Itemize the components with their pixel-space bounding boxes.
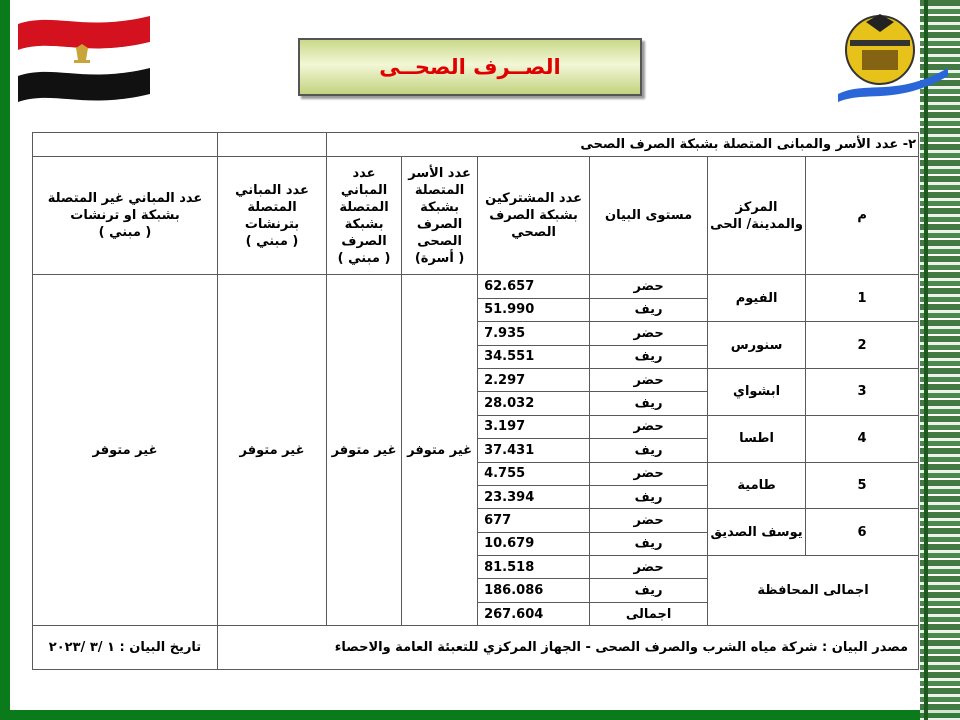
subscribers-urban: 2.297 xyxy=(478,368,590,391)
header-not-connected-unit: ( مبني ) xyxy=(98,225,152,241)
row-number: 2 xyxy=(806,322,919,369)
header-families-unit: ( أسرة) xyxy=(414,250,465,266)
families-not-available: غير متوفر xyxy=(402,275,478,626)
header-buildings-label: عدد المباني المتصلة بشبكة الصرف xyxy=(339,165,389,249)
page-title: الصــرف الصحــى xyxy=(379,55,561,79)
total-subscribers-rural: 186.086 xyxy=(478,579,590,602)
header-level: مستوى البيان xyxy=(590,157,708,275)
subscribers-rural: 37.431 xyxy=(478,439,590,462)
row-number: 6 xyxy=(806,509,919,556)
row-center-name: يوسف الصديق xyxy=(708,509,806,556)
subscribers-urban: 3.197 xyxy=(478,415,590,438)
total-subscribers-all: 267.604 xyxy=(478,602,590,625)
row-center-name: اطسا xyxy=(708,415,806,462)
header-trenches-unit: ( مبني ) xyxy=(245,233,299,249)
subscribers-rural: 51.990 xyxy=(478,298,590,321)
bottom-border xyxy=(0,710,960,720)
level-urban: حضر xyxy=(590,275,708,298)
row-number: 3 xyxy=(806,368,919,415)
level-urban: حضر xyxy=(590,462,708,485)
row-number: 1 xyxy=(806,275,919,322)
total-label: اجمالى المحافظة xyxy=(708,556,919,626)
header-families xyxy=(402,157,478,275)
governorate-logo xyxy=(836,6,948,106)
header-subscribers: عدد المشتركين بشبكة الصرف الصحي xyxy=(478,157,590,275)
level-rural: ريف xyxy=(590,439,708,462)
egypt-flag-icon xyxy=(14,10,154,102)
header-not-connected-label: عدد المباني غير المتصلة بشبكة او ترنشات xyxy=(47,191,203,224)
header-trenches-label: عدد المباني المتصلة بترنشات xyxy=(235,182,309,232)
total-level-all: اجمالى xyxy=(590,602,708,625)
section-title: ٢- عدد الأسر والمبانى المتصلة بشبكة الصرف الصحى xyxy=(327,133,919,157)
level-rural: ريف xyxy=(590,298,708,321)
subscribers-rural: 23.394 xyxy=(478,485,590,508)
row-number: 5 xyxy=(806,462,919,509)
row-center-name: سنورس xyxy=(708,322,806,369)
sewage-data-table xyxy=(32,132,919,670)
level-urban: حضر xyxy=(590,415,708,438)
subscribers-urban: 7.935 xyxy=(478,322,590,345)
blank-header-cell xyxy=(218,133,327,157)
total-level-rural: ريف xyxy=(590,579,708,602)
total-level-urban: حضر xyxy=(590,556,708,579)
left-border xyxy=(0,0,10,720)
row-center-name: الفيوم xyxy=(708,275,806,322)
subscribers-urban: 4.755 xyxy=(478,462,590,485)
header-m: م xyxy=(806,157,919,275)
level-urban: حضر xyxy=(590,322,708,345)
subscribers-rural: 34.551 xyxy=(478,345,590,368)
level-rural: ريف xyxy=(590,345,708,368)
blank-header-cell xyxy=(33,133,218,157)
subscribers-urban: 677 xyxy=(478,509,590,532)
header-families-label: عدد الأسر المتصلة بشبكة الصرف الصحى xyxy=(408,165,471,249)
header-not-connected xyxy=(33,157,218,275)
data-date: تاريخ البيان : ١ /٣ /٢٠٢٣ xyxy=(33,626,218,670)
subscribers-rural: 28.032 xyxy=(478,392,590,415)
subscribers-rural: 10.679 xyxy=(478,532,590,555)
title-banner xyxy=(298,38,642,96)
header-buildings-unit: ( مبني ) xyxy=(337,250,391,266)
not-connected-not-available: غير متوفر xyxy=(33,275,218,626)
level-rural: ريف xyxy=(590,485,708,508)
subscribers-urban: 62.657 xyxy=(478,275,590,298)
row-number: 4 xyxy=(806,415,919,462)
trenches-not-available: غير متوفر xyxy=(218,275,327,626)
row-center-name: ابشواي xyxy=(708,368,806,415)
right-border-line xyxy=(924,0,928,720)
row-center-name: طامية xyxy=(708,462,806,509)
header-buildings xyxy=(327,157,402,275)
buildings-not-available: غير متوفر xyxy=(327,275,402,626)
level-rural: ريف xyxy=(590,392,708,415)
header-center: المركز والمدينة/ الحى xyxy=(708,157,806,275)
level-urban: حضر xyxy=(590,368,708,391)
header-trenches xyxy=(218,157,327,275)
data-source: مصدر البيان : شركة مياه الشرب والصرف الصحى - الجهاز المركزي للتعبئة العامة والاحصاء xyxy=(218,626,919,670)
level-rural: ريف xyxy=(590,532,708,555)
level-urban: حضر xyxy=(590,509,708,532)
total-subscribers-urban: 81.518 xyxy=(478,556,590,579)
